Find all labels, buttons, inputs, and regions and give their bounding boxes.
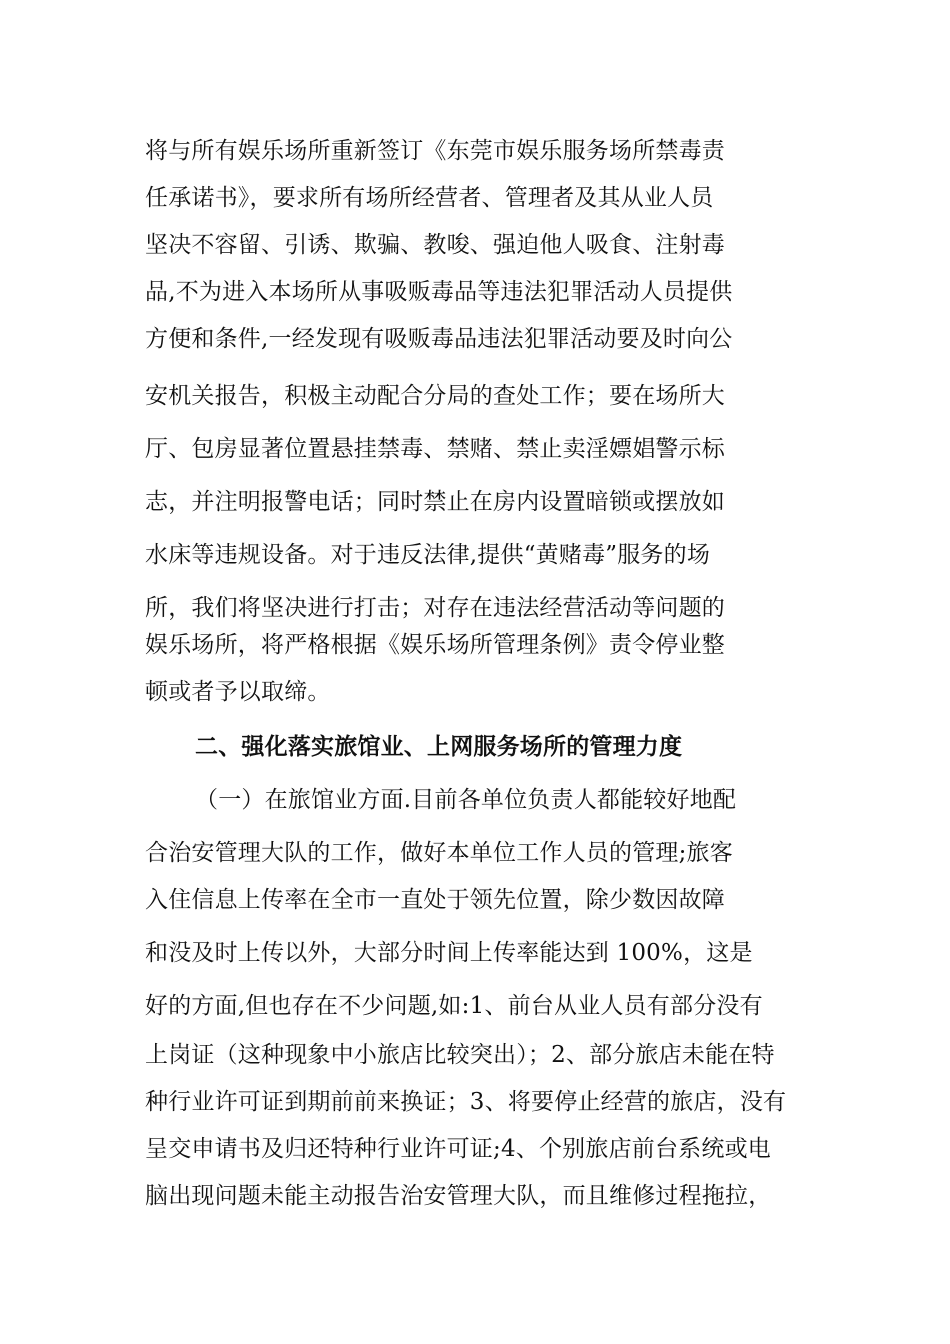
- text-line: 所，我们将坚决进行打击；对存在违法经营活动等问题的: [145, 595, 725, 621]
- text-line: 合治安管理大队的工作，做好本单位工作人员的管理;旅客: [145, 840, 733, 866]
- text-line: 坚决不容留、引诱、欺骗、教唆、强迫他人吸食、注射毒: [145, 232, 725, 258]
- text-line: 任承诺书》，要求所有场所经营者、管理者及其从业人员: [145, 185, 714, 211]
- text-line: 呈交申请书及归还特种行业许可证;4、个别旅店前台系统或电: [145, 1136, 771, 1162]
- text-line: 种行业许可证到期前前来换证；3、将要停止经营的旅店，没有: [145, 1089, 787, 1115]
- text-line: 上岗证（这种现象中小旅店比较突出）；2、部分旅店未能在特: [145, 1042, 775, 1068]
- text-line: 脑出现问题未能主动报告治安管理大队，而且维修过程拖拉，: [145, 1183, 772, 1209]
- text-line: 入住信息上传率在全市一直处于领先位置，除少数因故障: [145, 887, 725, 913]
- text-line: 品,不为进入本场所从事吸贩毒品等违法犯罪活动人员提供: [145, 279, 733, 305]
- text-line: 和没及时上传以外，大部分时间上传率能达到 100%，这是: [145, 940, 753, 966]
- section-heading: 二、强化落实旅馆业、上网服务场所的管理力度: [195, 734, 683, 760]
- text-line: 志，并注明报警电话；同时禁止在房内设置暗锁或摆放如: [145, 489, 725, 515]
- text-line: 将与所有娱乐场所重新签订《东莞市娱乐服务场所禁毒责: [145, 138, 725, 164]
- text-line: 厅、包房显著位置悬挂禁毒、禁赌、禁止卖淫嫖娼警示标: [145, 436, 725, 462]
- text-line: 方便和条件,一经发现有吸贩毒品违法犯罪活动要及时向公: [145, 326, 733, 352]
- text-line: 娱乐场所，将严格根据《娱乐场所管理条例》责令停业整: [145, 632, 725, 658]
- text-line: 好的方面,但也存在不少问题,如:1、前台从业人员有部分没有: [145, 993, 763, 1019]
- text-line: 安机关报告，积极主动配合分局的查处工作；要在场所大: [145, 383, 725, 409]
- text-line: （一）在旅馆业方面.目前各单位负责人都能较好地配: [195, 787, 737, 813]
- text-line: 顿或者予以取缔。: [145, 679, 331, 705]
- text-line: 水床等违规设备。对于违反法律,提供“黄赌毒”服务的场: [145, 542, 711, 568]
